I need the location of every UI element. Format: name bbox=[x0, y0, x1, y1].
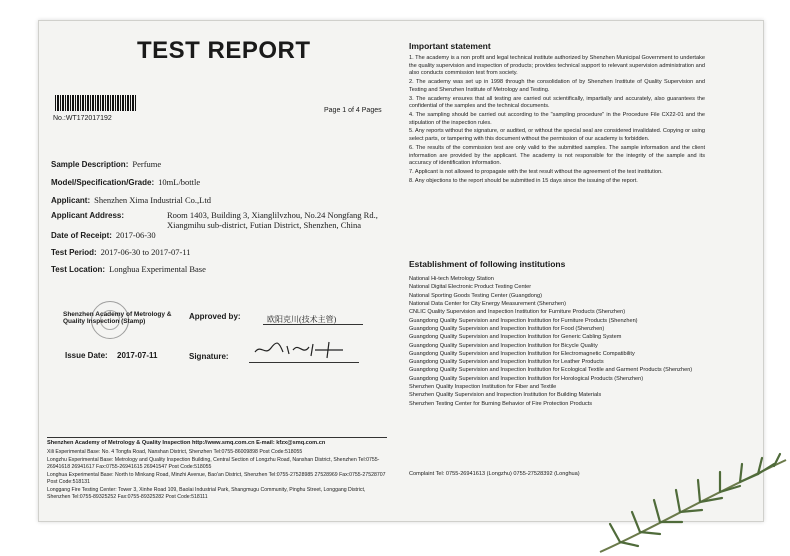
statement-item: 3. The academy ensures that all testing are carried out scientifically, impartially and accurately, also guarantees the confidential of the samples and the technical documents. bbox=[409, 95, 705, 110]
test-period-label: Test Period: bbox=[51, 248, 97, 257]
institution-item: National Hi-tech Metrology Station bbox=[409, 276, 494, 282]
report-number: No.:WT172017192 bbox=[53, 115, 112, 122]
date-of-receipt-label: Date of Receipt: bbox=[51, 231, 112, 240]
statement-title: Important statement bbox=[409, 41, 491, 51]
report-title: TEST REPORT bbox=[137, 37, 311, 64]
statement-item: 8. Any objections to the report should be submitted in 15 days since the issuing of the report. bbox=[409, 177, 638, 184]
organization-name: Shenzhen Academy of Metrology & Quality Inspection (Stamp) bbox=[63, 311, 172, 326]
footer-line: Longzhu Experimental Base: Metrology and Quality Inspection Building, Central Section of Longzhu Road, Nanshan District, Shenzhen Tel:0755-26941618 26941617 Fax:0755-26941615 26941547 Post Code:518055 bbox=[47, 456, 380, 470]
institution-item: National Data Center for City Energy Measurement (Shenzhen) bbox=[409, 300, 567, 307]
barcode bbox=[55, 95, 137, 111]
approved-by-line bbox=[263, 324, 363, 325]
report-front-page bbox=[39, 21, 395, 521]
institution-item: Guangdong Quality Supervision and Inspection Institution for Food (Shenzhen) bbox=[409, 325, 605, 332]
approved-by-value: 欧阳克川(技术主管) bbox=[267, 315, 337, 324]
test-location-value: Longhua Experimental Base bbox=[109, 264, 206, 274]
applicant-label: Applicant: bbox=[51, 196, 91, 205]
report-footer bbox=[47, 437, 387, 502]
complaint-phone: Complaint Tel: 0755-26941613 (Longzhu) 0755-27528392 (Longhua) bbox=[409, 471, 580, 477]
footer-divider bbox=[47, 437, 387, 438]
footer-line: Longgang Fire Testing Center: Tower 3, Xinhe Road 109, Baolai Industrial Park, Shangmugu Community, Pinghu Street, Longgang District, Shenzhen Tel:0755-89325252 Fax:0755-89325282 Post Code:518111 bbox=[47, 486, 366, 500]
statement-item: 7. Applicant is not allowed to propagate with the test result without the agreement of the test institution. bbox=[409, 169, 663, 176]
institutions-list bbox=[409, 276, 703, 409]
institution-item: Guangdong Quality Supervision and Inspection Institution for Generic Cabling System bbox=[409, 334, 622, 341]
rosemary-branch-icon bbox=[590, 440, 790, 556]
handwritten-signature bbox=[253, 338, 349, 360]
model-row bbox=[51, 177, 200, 187]
page-indicator: Page 1 of 4 Pages bbox=[324, 107, 382, 114]
institution-item: Guangdong Quality Supervision and Inspection Institution for Electromagnetic Compatibility bbox=[409, 350, 635, 357]
test-period-row bbox=[51, 247, 191, 257]
institution-item: Guangdong Quality Supervision and Inspection Institution for Bicycle Quality bbox=[409, 342, 598, 349]
institution-item: Shenzhen Quality Inspection Institution for Fiber and Textile bbox=[409, 384, 557, 391]
statement-item: 1. The academy is a non profit and legal technical institute authorized by Shenzhen Municipal Government to undertake the quality supervision and inspection of products; provides technical support to relevant supervision administration and also conducts commission test from society. bbox=[409, 55, 705, 77]
sample-description-row bbox=[51, 159, 161, 169]
statement-list bbox=[409, 55, 705, 187]
sample-description-value: Perfume bbox=[132, 159, 162, 169]
signature-line bbox=[249, 362, 359, 363]
test-period-value: 2017-06-30 to 2017-07-11 bbox=[100, 247, 191, 257]
applicant-address-row bbox=[51, 211, 124, 220]
institution-item: National Sporting Goods Testing Center (Guangdong) bbox=[409, 292, 542, 299]
statement-item: 2. The academy was set up in 1998 through the consolidation of by Shenzhen Institute of Quality Supervision and Testing and Shenzhen Institute of Metrology and Testing. bbox=[409, 79, 705, 93]
institution-item: National Digital Electronic Product Testing Center bbox=[409, 284, 532, 291]
institution-item: Guangdong Quality Supervision and Inspection Institution for Leather Products bbox=[409, 359, 604, 366]
applicant-value: Shenzhen Xima Industrial Co.,Ltd bbox=[94, 195, 211, 205]
test-location-row bbox=[51, 264, 206, 274]
institution-item: Guangdong Quality Supervision and Inspection Institution for Furniture Products (Shenzhen) bbox=[409, 317, 638, 324]
approved-by-label: Approved by: bbox=[189, 312, 241, 321]
footer-main: Shenzhen Academy of Metrology & Quality Inspection http://www.smq.com.cn E-mail: kfzx@smq.com.cn bbox=[47, 440, 326, 446]
institution-item: CNLIC Quality Supervision and Inspection Institution for Furniture Products (Shenzhen) bbox=[409, 309, 626, 316]
model-value: 10mL/bottle bbox=[158, 177, 201, 187]
applicant-row bbox=[51, 195, 211, 205]
statement-item: 5. Any reports without the signature, or audited, or without the special seal are considered invalidated. Copying or using select parts, or tampering with this document without the permission of our academy is forbidden. bbox=[409, 128, 705, 143]
model-label: Model/Specification/Grade: bbox=[51, 178, 155, 187]
date-of-receipt-row bbox=[51, 230, 156, 240]
test-location-label: Test Location: bbox=[51, 265, 106, 274]
institution-item: Shenzhen Testing Center for Burning Behavior of Fire Protection Products bbox=[409, 400, 593, 407]
footer-line: Xili Experimental Base: No. 4 Tongfa Road, Nanshan District, Shenzhen Tel:0755-86009898 Post Code:518055 bbox=[47, 448, 303, 455]
institution-item: Guangdong Quality Supervision and Inspection Institution for Ecological Textile and Garment Products (Shenzhen) bbox=[409, 367, 693, 374]
issue-date-value: 2017-07-11 bbox=[117, 351, 158, 360]
applicant-address-value: Room 1403, Building 3, Xianglilvzhou, No.24 Nongfang Rd., Xiangmihu sub-district, Futian District, Shenzhen, China bbox=[167, 210, 378, 230]
footer-line: Longhua Experimental Base: North to Minkang Road, Minzhi Avenue, Bao'an District, Shenzhen Tel:0755-27528985 27528969 Fax:0755-27528707 Post Code:518131 bbox=[47, 471, 386, 485]
signature-label: Signature: bbox=[189, 352, 229, 361]
institutions-title: Establishment of following institutions bbox=[409, 259, 566, 269]
applicant-address-label: Applicant Address: bbox=[51, 211, 125, 220]
date-of-receipt-value: 2017-06-30 bbox=[115, 230, 156, 240]
sample-description-label: Sample Description: bbox=[51, 160, 129, 169]
statement-item: 6. The results of the commission test are only valid to the submitted samples. The sample information and the client information are provided by the applicant. The academy is not responsible for the integrity of the sample and its accuracy of identification information. bbox=[409, 144, 705, 167]
issue-date-label: Issue Date: bbox=[65, 351, 108, 360]
statement-item: 4. The sampling should be carried out according to the "sampling procedure" in the Procedure File CX22-01 and the stipulation of the inspection rules. bbox=[409, 112, 705, 126]
institution-item: Shenzhen Quality Supervision and Inspection Institution for Building Materials bbox=[409, 392, 602, 399]
institution-item: Guangdong Quality Supervision and Inspection Institution for Horological Products (Shenzhen) bbox=[409, 375, 644, 382]
